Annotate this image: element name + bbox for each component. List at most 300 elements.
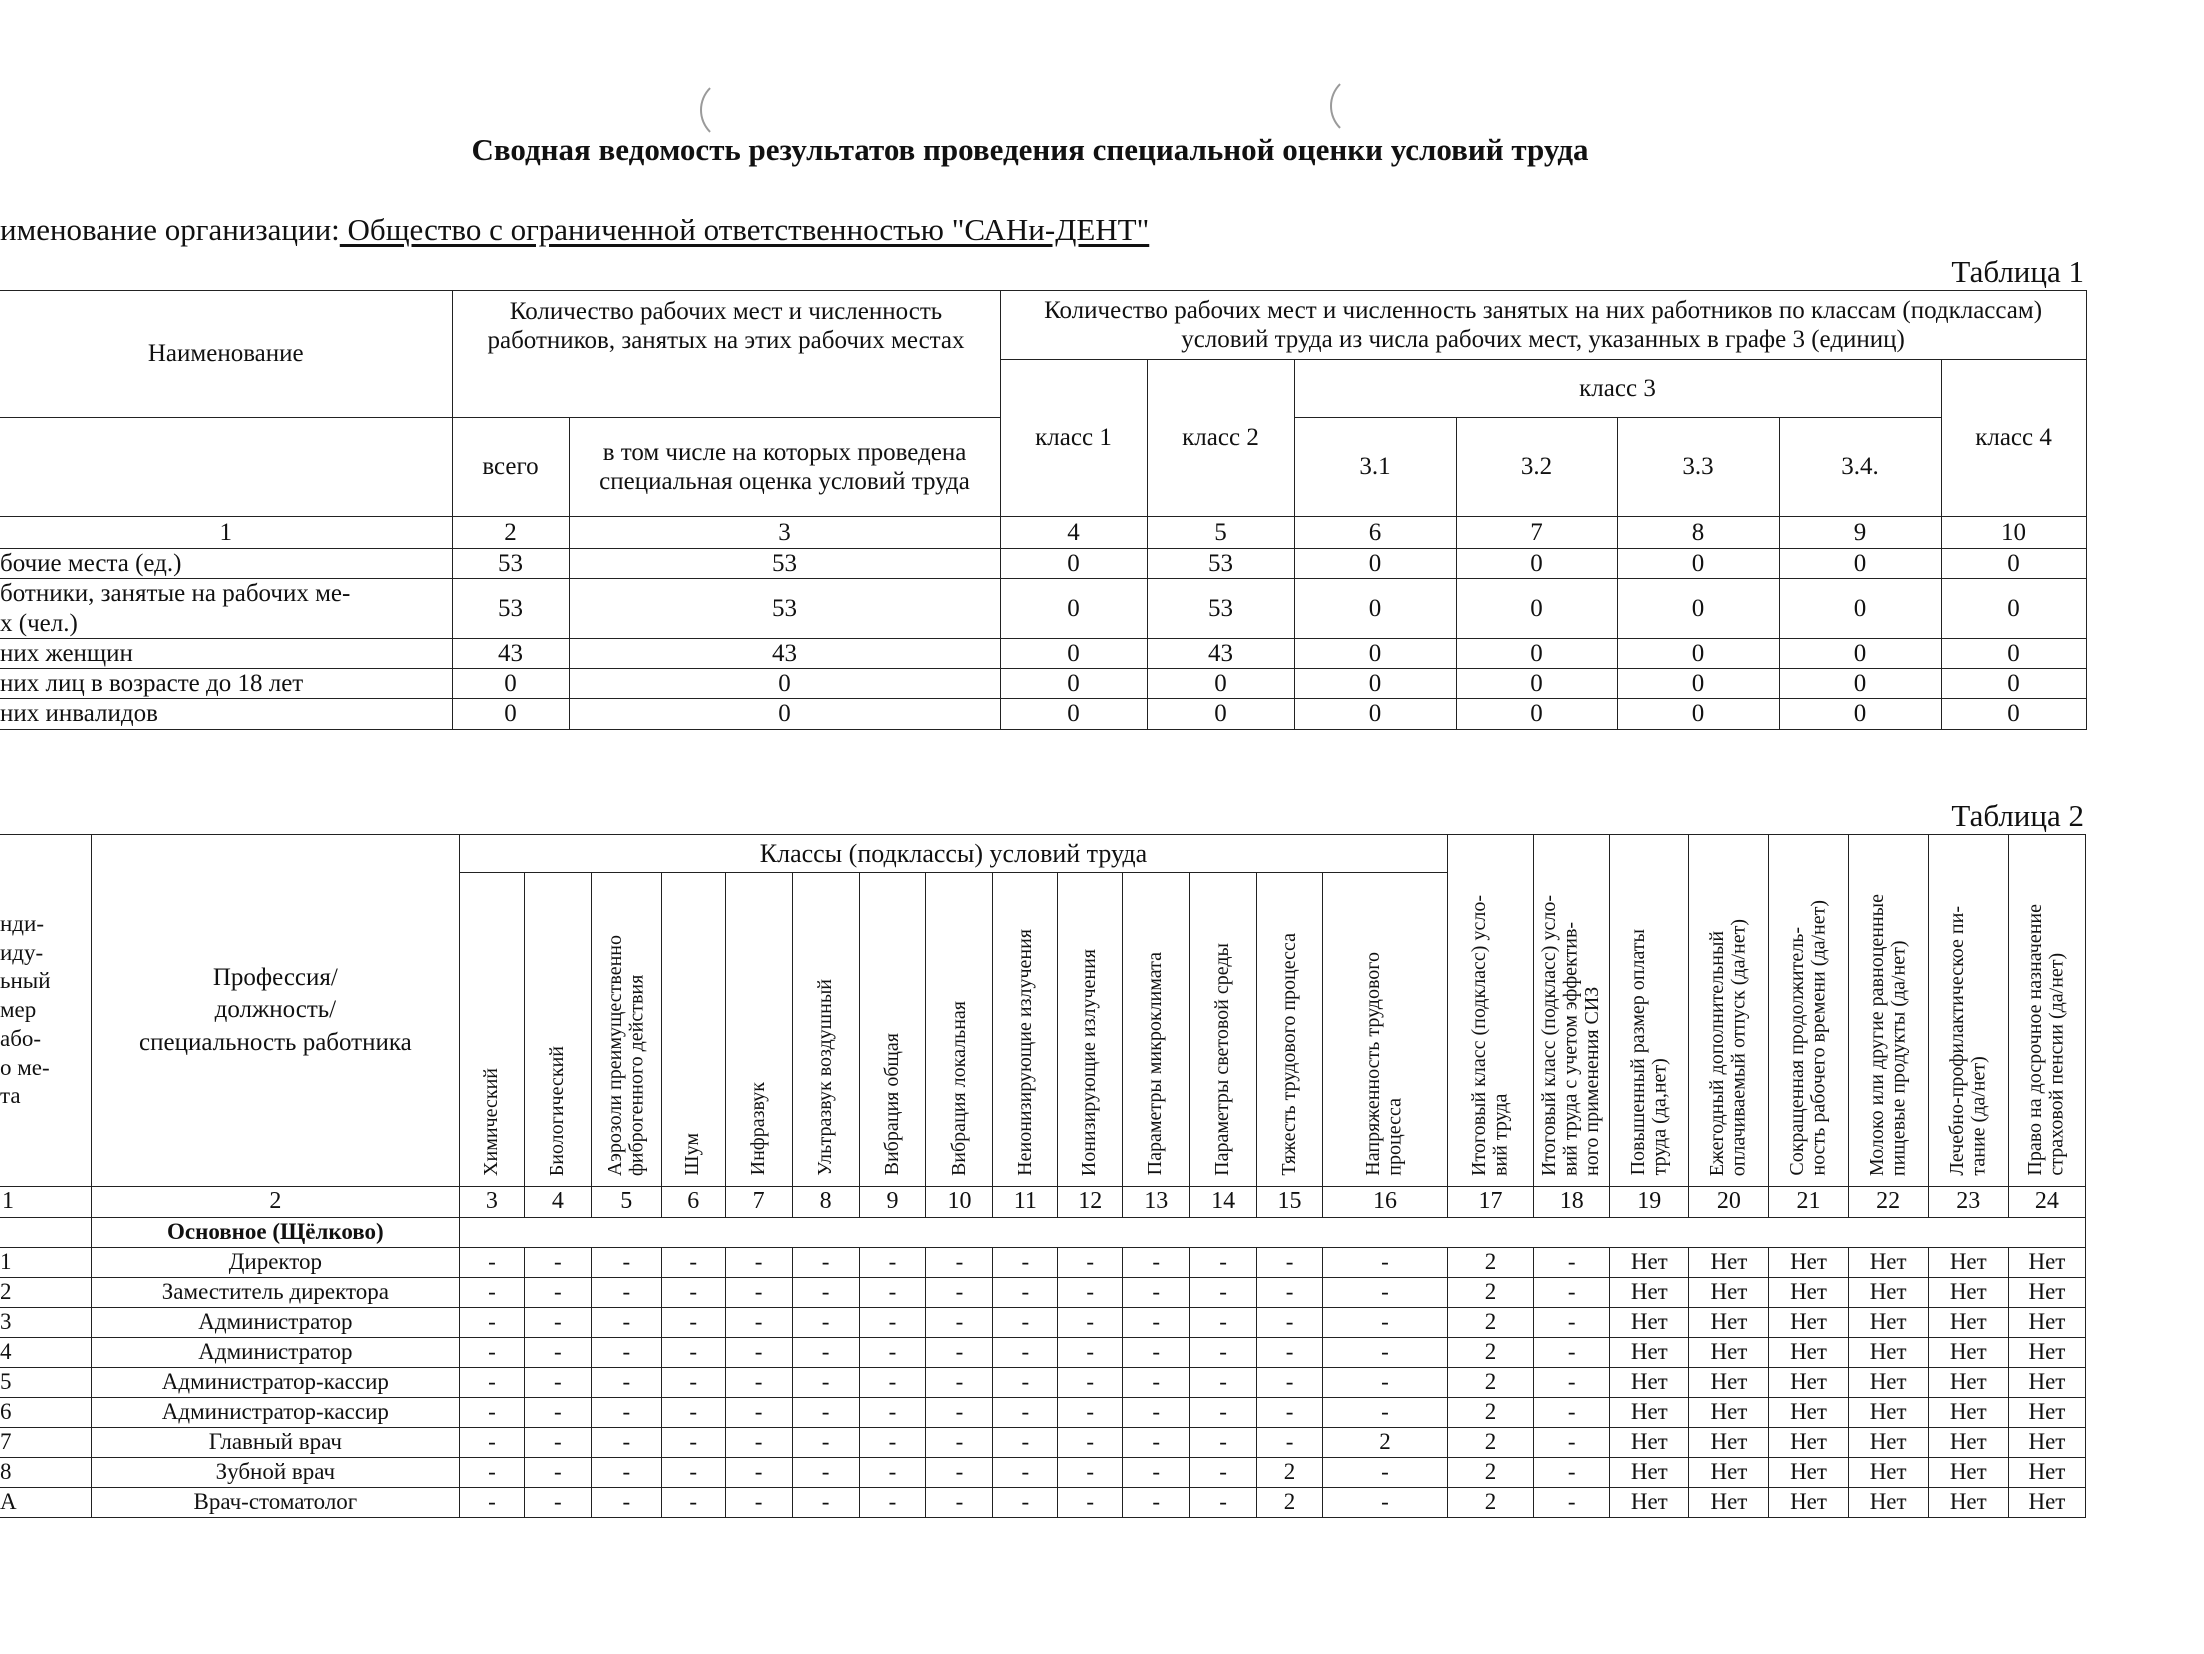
t1-cell: 0 [1617,549,1779,579]
t1-row-label: них женщин [0,638,452,668]
t2-cell: - [591,1428,661,1458]
t2-cell: - [926,1338,993,1368]
t1-column-number: 8 [1617,517,1779,549]
t2-header-factor [661,873,725,1187]
t1-cell: 0 [1456,638,1617,668]
t2-cell: - [459,1368,524,1398]
t2-cell: Нет [1610,1458,1689,1488]
t2-cell: - [591,1488,661,1518]
t2-header-profession: Профессия/ должность/ специальность работника [91,835,459,1187]
table2 [0,834,2086,1518]
t2-cell: - [792,1458,859,1488]
t2-row-profession: Заместитель директора [91,1278,459,1308]
t2-cell: - [859,1248,926,1278]
t1-column-number: 10 [1941,517,2086,549]
t1-header-classes: Количество рабочих мест и численность занятых на них работников по классам (подклассам) условий труда из числа рабочих мест, указанных в графе 3 (единиц) [1000,291,2086,360]
t2-cell: - [459,1338,524,1368]
t2-cell: Нет [1848,1308,1928,1338]
t2-cell: - [859,1308,926,1338]
t2-column-number: 1 [0,1187,91,1218]
t2-cell: - [661,1278,725,1308]
t2-cell: Нет [1610,1308,1689,1338]
t2-cell: - [524,1308,591,1338]
t2-header-tail-label: Итоговый класс (подкласс) усло- вий труда [1467,894,1512,1176]
t2-cell: - [792,1368,859,1398]
t2-cell: - [1323,1458,1448,1488]
t2-header-factor [524,873,591,1187]
t2-cell: - [792,1248,859,1278]
t1-cell: 0 [1294,699,1456,729]
t1-cell: 53 [569,549,1000,579]
t2-header-factor-label: Параметры световой среды [1211,942,1234,1176]
t2-cell: - [725,1458,792,1488]
t2-cell: - [993,1368,1058,1398]
t1-cell: 0 [1456,549,1617,579]
t2-cell: - [1058,1308,1123,1338]
t1-cell: 0 [1294,638,1456,668]
t2-cell: Нет [2008,1248,2085,1278]
t2-cell: 2 [1447,1368,1533,1398]
t2-cell: - [1058,1368,1123,1398]
t2-cell: Нет [1848,1278,1928,1308]
t2-column-number: 23 [1928,1187,2008,1218]
t2-cell: - [792,1278,859,1308]
t2-cell: Нет [1769,1308,1848,1338]
table1 [0,290,2087,730]
t2-header-workplace-no: нди- иду- ьный мер або- о ме- та [0,835,91,1187]
t2-cell: - [661,1248,725,1278]
t1-cell: 43 [1147,638,1294,668]
t2-cell: - [1058,1428,1123,1458]
t1-header-assessed: в том числе на которых проведена специальная оценка условий труда [569,418,1000,517]
t2-cell: - [524,1488,591,1518]
t2-row-profession: Врач-стоматолог [91,1488,459,1518]
t1-row-label: них лиц в возрасте до 18 лет [0,669,452,699]
t2-cell: - [1323,1248,1448,1278]
t1-cell: 0 [1779,579,1941,639]
table1-caption: Таблица 1 [1951,254,2084,289]
t2-header-factor-label: Биологический [546,1045,569,1176]
t2-row-number: 4 [0,1338,91,1368]
t2-cell: - [1190,1368,1257,1398]
t2-column-number: 12 [1058,1187,1123,1218]
t2-cell: - [926,1488,993,1518]
t2-header-tail-label: Сокращенная продолжитель- ность рабочего времени (да/нет) [1785,900,1830,1176]
t1-row [0,549,2086,579]
t1-cell: 0 [1779,699,1941,729]
t2-cell: - [926,1248,993,1278]
t1-column-number: 5 [1147,517,1294,549]
t2-header-factor [926,873,993,1187]
t1-cell: 0 [1000,669,1147,699]
t2-row-profession: Зубной врач [91,1458,459,1488]
t2-row [0,1458,2086,1488]
t2-cell: - [661,1428,725,1458]
t2-cell: - [591,1248,661,1278]
t2-column-number: 6 [661,1187,725,1218]
t2-cell: - [1534,1428,1610,1458]
t1-header-total: всего [452,418,569,517]
t1-cell: 0 [1000,579,1147,639]
t2-cell: - [1123,1398,1190,1428]
t2-cell: - [661,1458,725,1488]
t2-cell: - [591,1368,661,1398]
t1-cell: 53 [1147,579,1294,639]
t1-cell: 0 [1617,699,1779,729]
t2-header-factor [591,873,661,1187]
t2-header-factor [1257,873,1323,1187]
t2-row [0,1338,2086,1368]
t2-cell: 2 [1257,1488,1323,1518]
t2-cell: Нет [1928,1398,2008,1428]
t1-column-number: 9 [1779,517,1941,549]
t2-cell: Нет [2008,1428,2085,1458]
t2-header-factor [792,873,859,1187]
t1-cell: 0 [1294,669,1456,699]
t2-cell: - [1190,1488,1257,1518]
t2-cell: 2 [1447,1398,1533,1428]
t2-column-number: 22 [1848,1187,1928,1218]
t2-header-tail [1928,835,2008,1187]
t2-header-factor-label: Ионизирующие излучения [1078,948,1101,1176]
t2-cell: - [792,1338,859,1368]
t2-cell: - [1534,1368,1610,1398]
t1-column-number: 4 [1000,517,1147,549]
organization-line [0,212,1149,248]
t2-cell: Нет [1848,1338,1928,1368]
t2-cell: - [993,1428,1058,1458]
t2-cell: Нет [1848,1248,1928,1278]
table2-caption: Таблица 2 [1951,798,2084,833]
t2-column-number: 11 [993,1187,1058,1218]
t2-cell: - [524,1338,591,1368]
t2-row-number: 5 [0,1368,91,1398]
t1-cell: 0 [1941,549,2086,579]
t2-cell: - [859,1338,926,1368]
t1-row [0,669,2086,699]
t2-row-number: А [0,1488,91,1518]
t2-row [0,1308,2086,1338]
t1-cell: 0 [1294,579,1456,639]
t2-cell: - [524,1398,591,1428]
t2-cell: 2 [1447,1338,1533,1368]
t2-cell: Нет [1689,1458,1769,1488]
t1-cell: 0 [1941,699,2086,729]
t2-cell: - [1190,1458,1257,1488]
t1-header-sub33: 3.3 [1617,418,1779,517]
t2-cell: - [1123,1338,1190,1368]
t2-cell: Нет [2008,1488,2085,1518]
t1-cell: 0 [1147,699,1294,729]
t2-cell: Нет [2008,1398,2085,1428]
t1-cell: 0 [1617,669,1779,699]
t2-cell: - [725,1248,792,1278]
t2-cell: Нет [1928,1428,2008,1458]
t2-cell: - [859,1488,926,1518]
t2-cell: - [1190,1338,1257,1368]
t2-header-tail [1610,835,1689,1187]
t2-column-number: 24 [2008,1187,2085,1218]
t2-header-factor-label: Напряженность трудового процесса [1362,952,1406,1176]
t2-cell: - [993,1488,1058,1518]
t1-column-number: 1 [0,517,452,549]
t2-cell: - [792,1428,859,1458]
t1-header-sub34: 3.4. [1779,418,1941,517]
t2-cell: Нет [1928,1338,2008,1368]
t1-cell: 0 [452,669,569,699]
t2-cell: Нет [1769,1428,1848,1458]
t2-cell: - [591,1278,661,1308]
t2-cell: - [859,1458,926,1488]
t2-cell: Нет [1848,1398,1928,1428]
t2-row [0,1278,2086,1308]
t2-cell: - [1534,1278,1610,1308]
t2-cell: Нет [1689,1488,1769,1518]
organization-label: именование организации: [0,212,340,247]
t2-cell: Нет [1689,1428,1769,1458]
t2-cell: - [524,1368,591,1398]
t2-cell: - [459,1458,524,1488]
t2-cell: Нет [1610,1488,1689,1518]
t2-cell: - [1058,1398,1123,1428]
t2-cell: Нет [1610,1368,1689,1398]
t2-cell: - [1534,1458,1610,1488]
t2-cell: - [1190,1278,1257,1308]
t2-cell: Нет [1769,1398,1848,1428]
t2-cell: - [1123,1248,1190,1278]
t2-cell: Нет [1769,1338,1848,1368]
t2-column-number: 20 [1689,1187,1769,1218]
t2-cell: - [725,1308,792,1338]
t1-column-number: 7 [1456,517,1617,549]
t2-cell: 2 [1447,1488,1533,1518]
t2-cell: - [1323,1338,1448,1368]
t2-header-factor-label: Ультразвук воздушный [813,979,836,1176]
t2-cell: Нет [2008,1338,2085,1368]
t2-column-number: 3 [459,1187,524,1218]
t2-header-factor-label: Химический [480,1067,503,1176]
t2-header-factor [1323,873,1448,1187]
t1-header-sub31: 3.1 [1294,418,1456,517]
t2-cell: - [591,1308,661,1338]
t2-cell: 2 [1447,1458,1533,1488]
t2-cell: - [459,1278,524,1308]
t2-cell: - [1123,1488,1190,1518]
t2-cell: - [993,1248,1058,1278]
t2-cell: Нет [1769,1278,1848,1308]
t1-header-class3: класс 3 [1294,360,1941,418]
t2-cell: - [926,1428,993,1458]
t2-column-number: 14 [1190,1187,1257,1218]
t1-cell: 0 [1779,549,1941,579]
t2-cell: - [725,1338,792,1368]
t2-cell: - [993,1398,1058,1428]
t2-cell: - [926,1458,993,1488]
t2-cell: - [1323,1398,1448,1428]
t2-header-factor-label: Аэрозоли преимущественно фиброгенного действия [603,934,648,1176]
t2-cell: - [459,1488,524,1518]
t2-cell: - [859,1278,926,1308]
t2-cell: - [661,1488,725,1518]
t2-header-classes-group: Классы (подклассы) условий труда [459,835,1447,873]
t2-cell: - [1534,1338,1610,1368]
t2-cell: Нет [1928,1248,2008,1278]
t2-header-tail-label: Молоко или другие равноценные пищевые продукты (да/нет) [1865,893,1910,1176]
t2-cell: - [1534,1488,1610,1518]
t1-cell: 53 [1147,549,1294,579]
t2-cell: Нет [1610,1428,1689,1458]
t1-cell: 0 [1941,638,2086,668]
t2-cell: Нет [1928,1308,2008,1338]
t2-cell: Нет [1769,1458,1848,1488]
t2-cell: - [725,1428,792,1458]
t2-cell: - [459,1398,524,1428]
t1-row [0,699,2086,729]
t2-cell: - [1323,1278,1448,1308]
t2-header-tail [1769,835,1848,1187]
t1-cell: 53 [569,579,1000,639]
t2-cell: - [1058,1278,1123,1308]
t1-cell: 53 [452,579,569,639]
t2-column-number: 4 [524,1187,591,1218]
t2-cell: - [661,1368,725,1398]
t2-header-factor [1058,873,1123,1187]
t2-cell: Нет [1689,1248,1769,1278]
t1-header-class1: класс 1 [1000,360,1147,517]
t2-row-number: 7 [0,1428,91,1458]
t2-cell: - [591,1338,661,1368]
t1-cell: 0 [1941,669,2086,699]
t2-header-tail [1534,835,1610,1187]
t2-cell: Нет [1689,1278,1769,1308]
t1-cell: 0 [1294,549,1456,579]
t1-cell: 0 [452,699,569,729]
t2-column-number: 10 [926,1187,993,1218]
t1-column-number: 6 [1294,517,1456,549]
t2-cell: - [725,1368,792,1398]
organization-name: Общество с ограниченной ответственностью "САНи-ДЕНТ" [339,212,1150,247]
t1-column-number: 2 [452,517,569,549]
t2-cell: - [725,1278,792,1308]
t2-column-number: 21 [1769,1187,1848,1218]
t2-cell: Нет [1928,1278,2008,1308]
t2-cell: - [792,1308,859,1338]
t2-cell: - [993,1458,1058,1488]
t2-cell: Нет [1689,1368,1769,1398]
t1-cell: 0 [1941,579,2086,639]
t2-header-factor [725,873,792,1187]
t2-cell: - [1257,1308,1323,1338]
t2-cell: - [859,1398,926,1428]
t2-column-number: 5 [591,1187,661,1218]
t2-cell: - [591,1458,661,1488]
t2-cell: - [1323,1488,1448,1518]
t1-cell: 0 [1000,699,1147,729]
t2-cell: - [1058,1338,1123,1368]
t2-row-number: 2 [0,1278,91,1308]
t2-cell: - [1190,1428,1257,1458]
t2-cell: - [1257,1338,1323,1368]
t2-cell: - [1190,1398,1257,1428]
t2-header-factor-label: Шум [681,1133,704,1176]
t1-cell: 0 [1000,549,1147,579]
t2-header-tail [2008,835,2085,1187]
t2-column-number: 8 [792,1187,859,1218]
t2-cell: - [1534,1248,1610,1278]
t2-cell: Нет [1689,1398,1769,1428]
t1-cell: 0 [569,669,1000,699]
t2-row-number: 6 [0,1398,91,1428]
t2-header-tail [1689,835,1769,1187]
t2-row [0,1428,2086,1458]
t2-cell: - [1190,1248,1257,1278]
t2-row-profession: Администратор [91,1308,459,1338]
t2-row [0,1488,2086,1518]
t1-cell: 53 [452,549,569,579]
t2-cell: - [926,1368,993,1398]
t1-cell: 0 [569,699,1000,729]
t2-header-factor-label: Параметры микроклимата [1144,952,1167,1176]
t2-cell: - [1123,1368,1190,1398]
t2-cell: - [1058,1488,1123,1518]
t1-row [0,579,2086,639]
t1-cell: 0 [1617,579,1779,639]
t1-cell: 0 [1456,669,1617,699]
t1-header-workplaces: Количество рабочих мест и численность работников, занятых на этих рабочих местах [452,291,1000,418]
t2-cell: - [1257,1368,1323,1398]
t2-cell: Нет [1689,1338,1769,1368]
t2-cell: Нет [1928,1488,2008,1518]
t2-column-number: 15 [1257,1187,1323,1218]
t2-header-factor [859,873,926,1187]
t2-header-factor-label: Инфразвук [746,1082,769,1176]
t2-column-number: 2 [91,1187,459,1218]
t2-cell: - [524,1458,591,1488]
t2-cell: Нет [1928,1368,2008,1398]
t2-header-tail-label: Ежегодный дополнительный оплачиваемый отпуск (да/нет) [1706,918,1750,1176]
t2-header-factor [459,873,524,1187]
t2-row-profession: Администратор-кассир [91,1398,459,1428]
t2-cell: - [1123,1278,1190,1308]
t1-header-name: Наименование [0,291,452,418]
t2-cell: - [524,1278,591,1308]
t2-cell: - [1323,1308,1448,1338]
t1-cell: 0 [1617,638,1779,668]
t2-column-number: 18 [1534,1187,1610,1218]
t2-column-number: 16 [1323,1187,1448,1218]
t1-cell: 0 [1147,669,1294,699]
t1-column-number: 3 [569,517,1000,549]
t2-cell: Нет [1689,1308,1769,1338]
t2-cell: Нет [1610,1278,1689,1308]
t2-header-factor [1123,873,1190,1187]
t2-section-title: Основное (Щёлково) [91,1218,459,1248]
t2-header-tail-label: Лечебно-профилактическое пи- тание (да/нет) [1945,906,1990,1176]
t1-cell: 0 [1456,579,1617,639]
t2-cell: - [1190,1308,1257,1338]
t2-cell: - [926,1398,993,1428]
t2-column-number: 19 [1610,1187,1689,1218]
t2-cell: - [1058,1458,1123,1488]
t2-header-factor-label: Вибрация локальная [947,1000,970,1176]
t2-cell: Нет [2008,1278,2085,1308]
t1-row-label: ботники, занятые на рабочих ме- х (чел.) [0,579,452,639]
t1-header-class2: класс 2 [1147,360,1294,517]
t2-cell: - [725,1398,792,1428]
t2-row-profession: Главный врач [91,1428,459,1458]
t2-cell: Нет [1769,1248,1848,1278]
t2-header-factor-label: Тяжесть трудового процесса [1277,933,1300,1176]
